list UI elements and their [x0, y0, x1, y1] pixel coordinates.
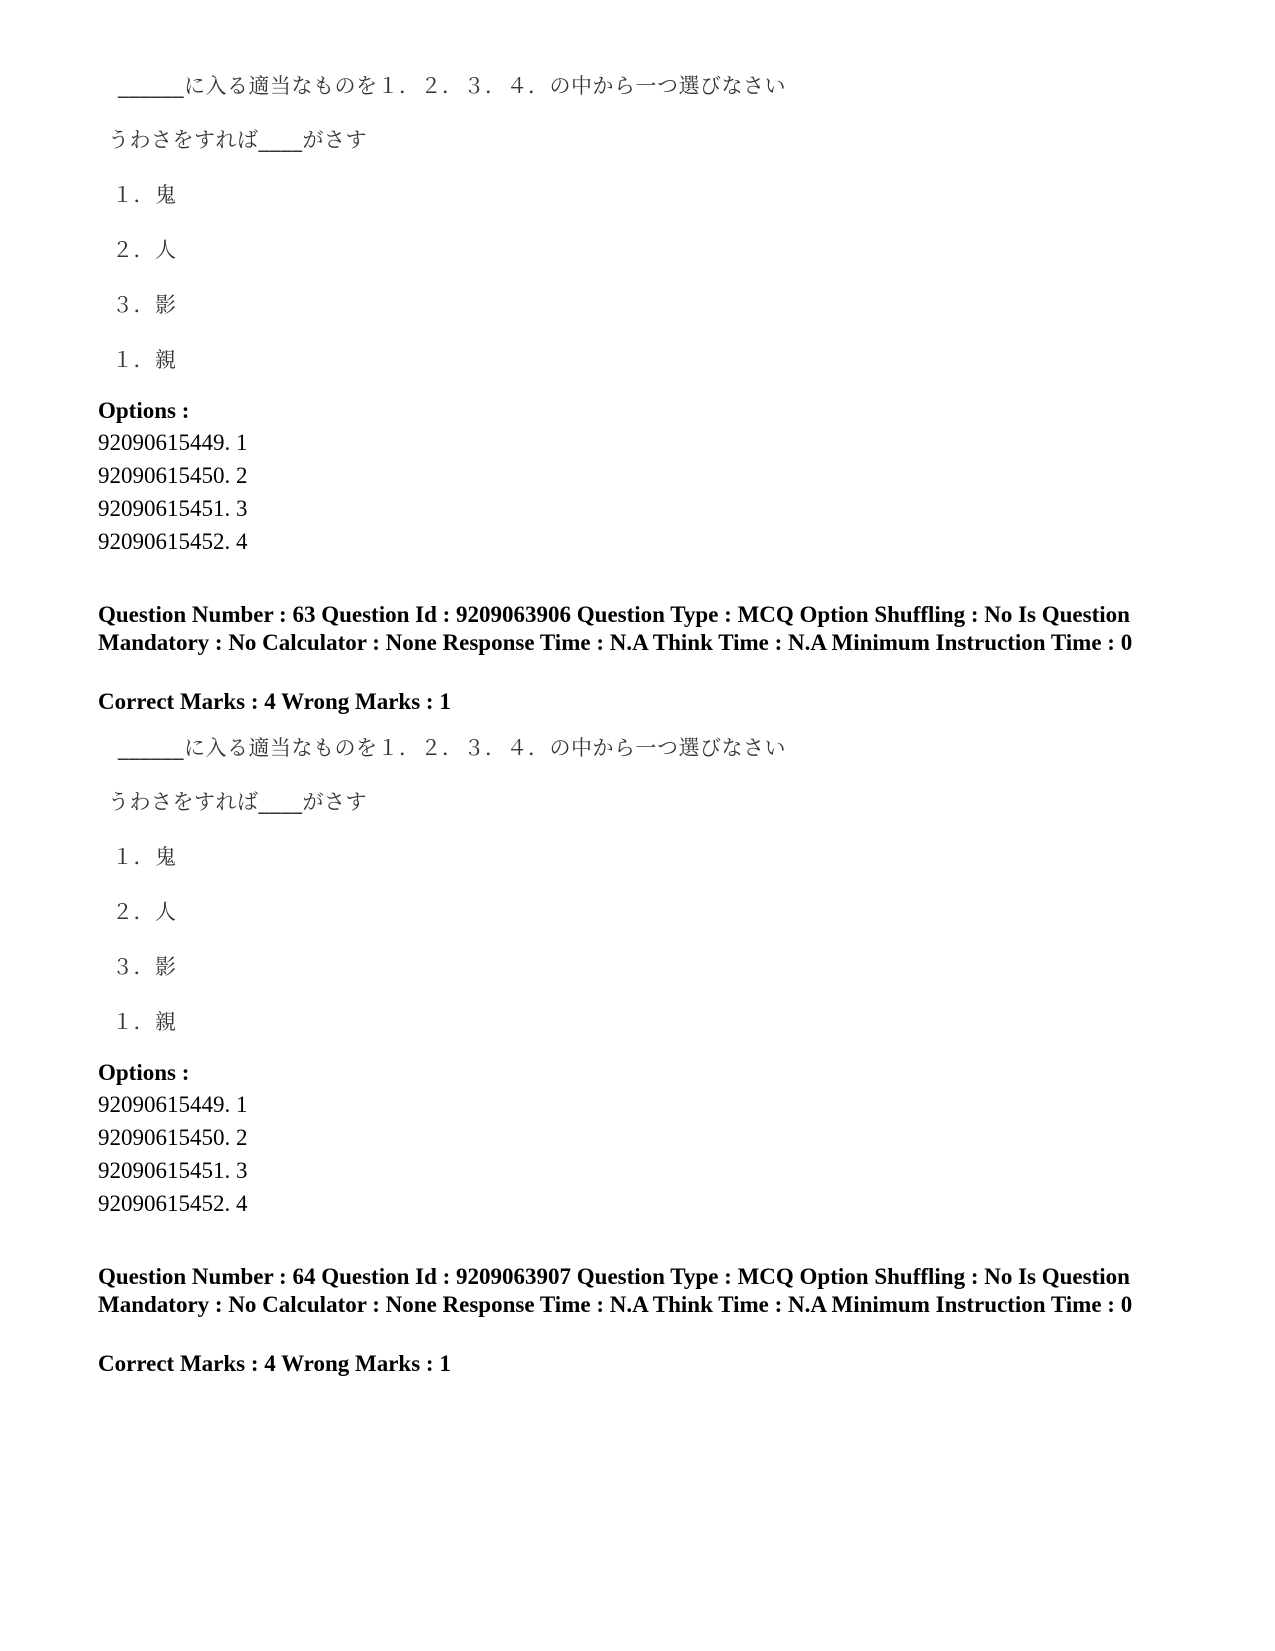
option-item: 92090615449. 1: [98, 1092, 248, 1117]
option-item: 92090615452. 4: [98, 529, 248, 554]
question-choice: １．鬼: [112, 845, 177, 869]
question-marks-63: Correct Marks : 4 Wrong Marks : 1: [98, 689, 451, 714]
question-choice: １．親: [112, 1010, 177, 1034]
question-stem: うわさをすれば____がさす: [108, 128, 367, 152]
question-instruction: ______に入る適当なものを１．２．３．４．の中から一つ選びなさい: [118, 736, 786, 760]
question-marks-64: Correct Marks : 4 Wrong Marks : 1: [98, 1351, 451, 1376]
question-choice: ２．人: [112, 900, 177, 924]
question-stem: うわさをすれば____がさす: [108, 790, 367, 814]
question-header-64: Question Number : 64 Question Id : 9209063907 Question Type : MCQ Option Shuffling : No Is Question Mandatory : No Calculator : None Response Time : N.A Think Time : N.A Minimum Instruction Time : 0: [98, 1264, 1133, 1317]
option-item: 92090615449. 1: [98, 430, 248, 455]
question-choice: ３．影: [112, 955, 177, 979]
question-choice: １．親: [112, 348, 177, 372]
question-choice: １．鬼: [112, 183, 177, 207]
question-instruction: ______に入る適当なものを１．２．３．４．の中から一つ選びなさい: [118, 74, 786, 98]
options-title: Options :: [98, 1060, 190, 1085]
options-title: Options :: [98, 398, 190, 423]
option-item: 92090615451. 3: [98, 496, 248, 521]
question-header-63: Question Number : 63 Question Id : 9209063906 Question Type : MCQ Option Shuffling : No Is Question Mandatory : No Calculator : None Response Time : N.A Think Time : N.A Minimum Instruction Time : 0: [98, 602, 1133, 655]
option-item: 92090615452. 4: [98, 1191, 248, 1216]
option-item: 92090615450. 2: [98, 463, 248, 488]
option-item: 92090615451. 3: [98, 1158, 248, 1183]
question-choice: ２．人: [112, 238, 177, 262]
question-choice: ３．影: [112, 293, 177, 317]
option-item: 92090615450. 2: [98, 1125, 248, 1150]
